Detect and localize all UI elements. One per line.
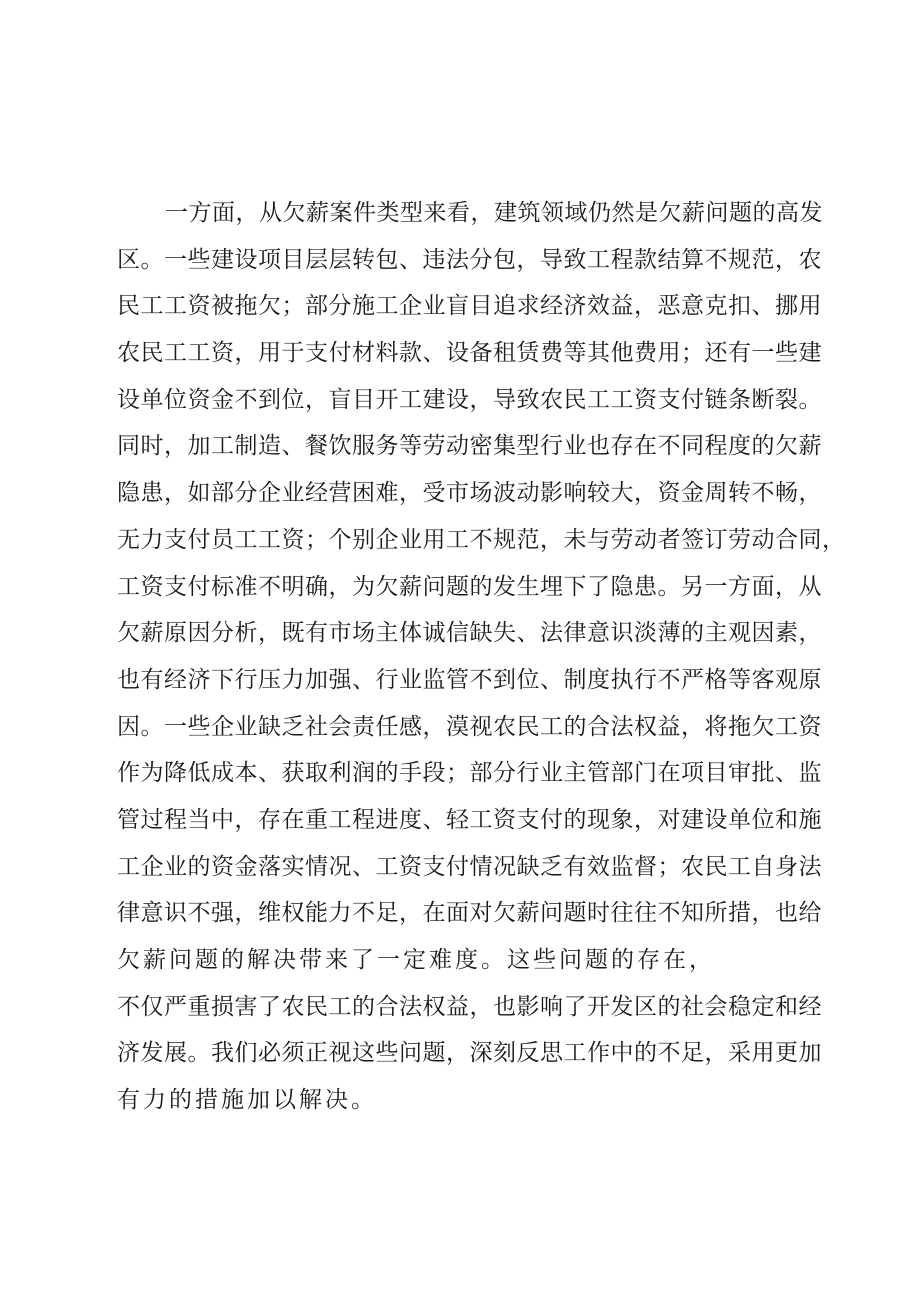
text-line: 设单位资金不到位，盲目开工建设，导致农民工工资支付链条断裂。	[117, 386, 822, 413]
text-line: 工资支付标准不明确，为欠薪问题的发生埋下了隐患。另一方面，从	[117, 573, 822, 600]
text-line: 农民工工资，用于支付材料款、设备租赁费等其他费用；还有一些建	[117, 340, 822, 367]
text-line: 同时，加工制造、餐饮服务等劳动密集型行业也存在不同程度的欠薪	[117, 433, 822, 460]
text-line: 也有经济下行压力加强、行业监管不到位、制度执行不严格等客观原	[117, 666, 822, 693]
text-line: 无力支付员工工资；个别企业用工不规范，未与劳动者签订劳动合同，	[117, 526, 846, 553]
text-line: 不仅严重损害了农民工的合法权益，也影响了开发区的社会稳定和经	[117, 993, 822, 1020]
text-line: 因。一些企业缺乏社会责任感，漠视农民工的合法权益，将拖欠工资	[117, 713, 822, 740]
text-line: 作为降低成本、获取利润的手段；部分行业主管部门在项目审批、监	[117, 760, 822, 787]
text-line: 隐患，如部分企业经营困难，受市场波动影响较大，资金周转不畅，	[117, 480, 822, 507]
text-line: 一方面，从欠薪案件类型来看，建筑领域仍然是欠薪问题的高发	[165, 200, 823, 226]
text-line: 欠薪问题的解决带来了一定难度。这些问题的存在，	[117, 947, 715, 973]
paragraph-1	[117, 190, 846, 984]
text-line: 民工工资被拖欠；部分施工企业盲目追求经济效益，恶意克扣、挪用	[117, 293, 822, 320]
paragraph-2	[117, 984, 822, 1124]
text-line: 有力的措施加以解决。	[117, 1087, 377, 1114]
text-line: 管过程当中，存在重工程进度、轻工资支付的现象，对建设单位和施	[117, 806, 822, 833]
text-line: 欠薪原因分析，既有市场主体诚信缺失、法律意识淡薄的主观因素，	[117, 620, 822, 647]
text-line: 区。一些建设项目层层转包、违法分包，导致工程款结算不规范，农	[117, 246, 822, 273]
text-line: 济发展。我们必须正视这些问题，深刻反思工作中的不足，采用更加	[117, 1040, 822, 1067]
document-body	[117, 190, 846, 1124]
text-line: 工企业的资金落实情况、工资支付情况缺乏有效监督；农民工自身法	[117, 853, 822, 880]
text-line: 律意识不强，维权能力不足，在面对欠薪问题时往往不知所措，也给	[117, 900, 822, 927]
